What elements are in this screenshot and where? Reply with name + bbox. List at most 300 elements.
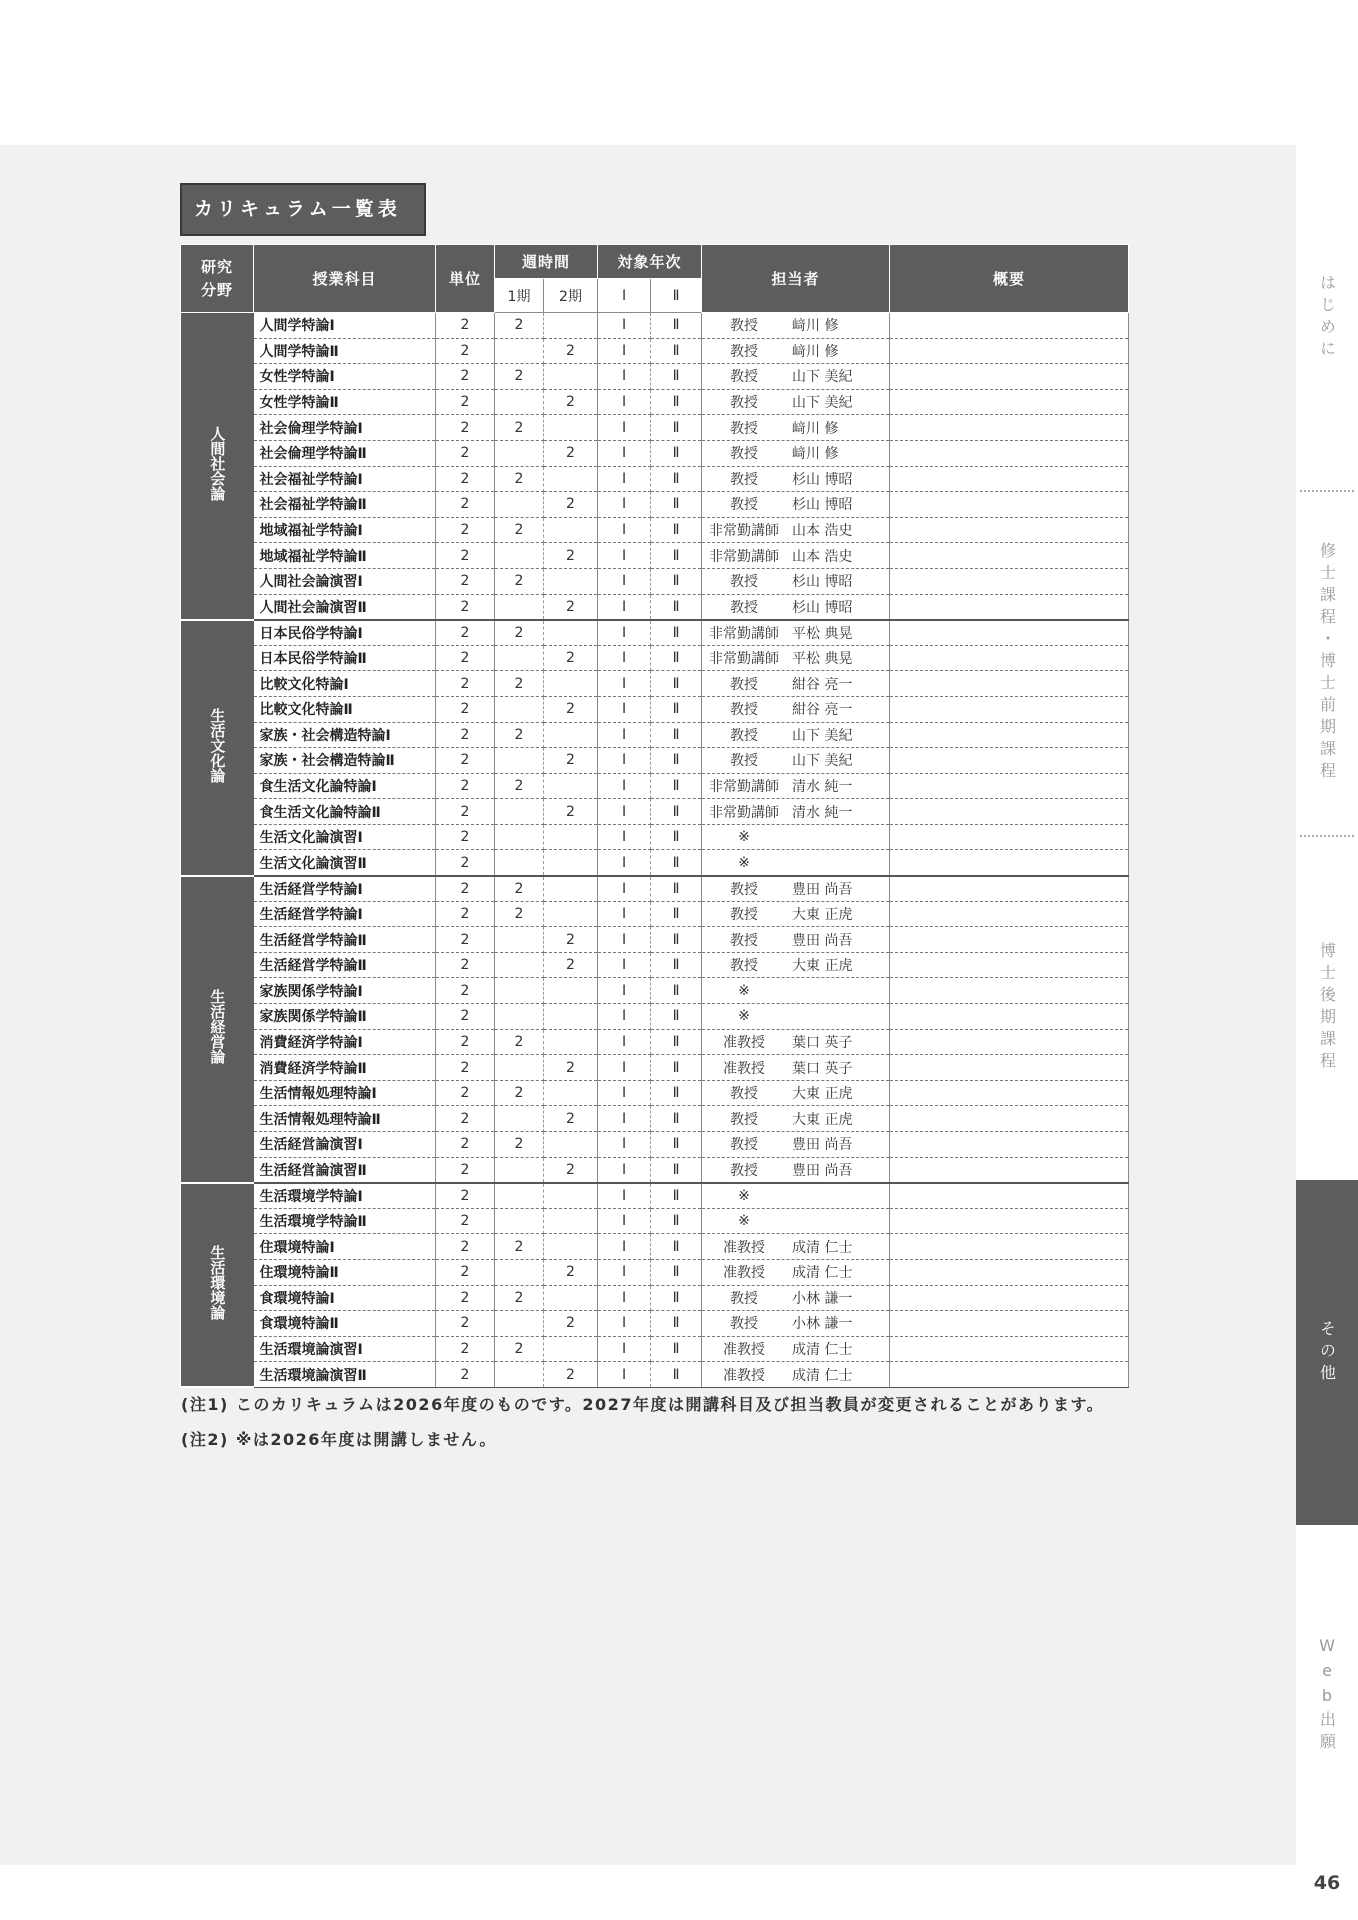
instructor-cell — [702, 1132, 890, 1158]
year2-cell: Ⅱ — [651, 1259, 702, 1285]
header-weekly-hours: 週時間 — [495, 245, 598, 279]
instructor-name: 﨑川 修 — [792, 446, 839, 463]
overview-cell — [890, 799, 1129, 825]
credits-cell: 2 — [436, 1029, 495, 1055]
subject-cell: 食環境特論Ⅰ — [254, 1285, 436, 1311]
year2-cell: Ⅱ — [651, 1336, 702, 1362]
table-row — [181, 389, 1129, 415]
term2-hours-cell: 2 — [544, 927, 598, 953]
subject-cell: 家族関係学特論Ⅰ — [254, 978, 436, 1004]
subject-cell: 生活環境論演習Ⅱ — [254, 1362, 436, 1388]
subject-cell: 社会倫理学特論Ⅱ — [254, 440, 436, 466]
subject-cell: 女性学特論Ⅰ — [254, 364, 436, 390]
instructor-cell — [702, 850, 890, 876]
field-cell — [181, 313, 254, 620]
subject-cell: 生活経営学特論Ⅱ — [254, 927, 436, 953]
overview-cell — [890, 1285, 1129, 1311]
table-row — [181, 620, 1129, 646]
table-row — [181, 952, 1129, 978]
overview-cell — [890, 1208, 1129, 1234]
instructor-title: 教授 — [730, 446, 759, 463]
term2-hours-cell — [544, 1029, 598, 1055]
term1-hours-cell — [495, 927, 544, 953]
year1-cell: Ⅰ — [598, 1183, 651, 1209]
instructor-cell — [702, 696, 890, 722]
year2-cell: Ⅱ — [651, 1285, 702, 1311]
year1-cell: Ⅰ — [598, 799, 651, 825]
overview-cell — [890, 952, 1129, 978]
year2-cell: Ⅱ — [651, 440, 702, 466]
instructor-cell — [702, 799, 890, 825]
instructor-name: 﨑川 修 — [792, 318, 839, 335]
instructor-title: 教授 — [730, 1290, 759, 1307]
term1-hours-cell: 2 — [495, 415, 544, 441]
credits-cell: 2 — [436, 1311, 495, 1337]
term2-hours-cell: 2 — [544, 492, 598, 518]
year1-cell: Ⅰ — [598, 748, 651, 774]
side-tab-doctoral[interactable] — [1296, 835, 1358, 1180]
year1-cell: Ⅰ — [598, 313, 651, 339]
year2-cell: Ⅱ — [651, 1208, 702, 1234]
subject-cell: 社会福祉学特論Ⅱ — [254, 492, 436, 518]
term1-hours-cell — [495, 1362, 544, 1388]
term1-hours-cell — [495, 1311, 544, 1337]
instructor-title: 教授 — [730, 958, 759, 975]
term1-hours-cell — [495, 338, 544, 364]
year1-cell: Ⅰ — [598, 850, 651, 876]
credits-cell: 2 — [436, 440, 495, 466]
instructor-title: ※ — [738, 982, 750, 999]
subject-cell: 生活環境学特論Ⅰ — [254, 1183, 436, 1209]
term2-hours-cell — [544, 773, 598, 799]
term2-hours-cell — [544, 824, 598, 850]
instructor-cell — [702, 952, 890, 978]
term2-hours-cell — [544, 1080, 598, 1106]
subject-cell: 生活文化論演習Ⅰ — [254, 824, 436, 850]
instructor-title: 教授 — [730, 1316, 759, 1333]
instructor-name: 成清 仁士 — [792, 1342, 853, 1359]
year2-cell: Ⅱ — [651, 389, 702, 415]
instructor-title: 教授 — [730, 906, 759, 923]
year2-cell: Ⅱ — [651, 952, 702, 978]
instructor-title: 准教授 — [723, 1342, 766, 1359]
instructor-name: 豊田 尚吾 — [792, 881, 853, 898]
instructor-name: 大東 正虎 — [792, 906, 853, 923]
header-term-2: 2期 — [544, 279, 598, 313]
credits-cell: 2 — [436, 748, 495, 774]
instructor-name: 杉山 博昭 — [792, 574, 853, 591]
table-row — [181, 927, 1129, 953]
term1-hours-cell: 2 — [495, 876, 544, 902]
table-row — [181, 1362, 1129, 1388]
instructor-title: 教授 — [730, 318, 759, 335]
overview-cell — [890, 568, 1129, 594]
overview-cell — [890, 1080, 1129, 1106]
subject-cell: 人間社会論演習Ⅱ — [254, 594, 436, 620]
instructor-cell — [702, 338, 890, 364]
credits-cell: 2 — [436, 338, 495, 364]
table-row — [181, 1336, 1129, 1362]
year2-cell: Ⅱ — [651, 876, 702, 902]
credits-cell: 2 — [436, 1004, 495, 1030]
instructor-title: 教授 — [730, 395, 759, 412]
side-tab-label: はじめに — [1317, 273, 1337, 362]
instructor-cell — [702, 1362, 890, 1388]
instructor-title: 教授 — [730, 1111, 759, 1128]
table-row — [181, 594, 1129, 620]
field-label: 生活経営論 — [208, 989, 227, 1065]
subject-cell: 生活経営学特論Ⅰ — [254, 876, 436, 902]
overview-cell — [890, 1132, 1129, 1158]
instructor-title: ※ — [738, 1008, 750, 1025]
instructor-title: 非常勤講師 — [709, 523, 780, 540]
instructor-cell — [702, 1029, 890, 1055]
year2-cell: Ⅱ — [651, 1157, 702, 1183]
year1-cell: Ⅰ — [598, 824, 651, 850]
instructor-title: 准教授 — [723, 1034, 766, 1051]
subject-cell: 日本民俗学特論Ⅱ — [254, 645, 436, 671]
overview-cell — [890, 1362, 1129, 1388]
term2-hours-cell — [544, 415, 598, 441]
instructor-title: 准教授 — [723, 1265, 766, 1282]
overview-cell — [890, 1004, 1129, 1030]
term1-hours-cell — [495, 645, 544, 671]
year1-cell: Ⅰ — [598, 927, 651, 953]
year1-cell: Ⅰ — [598, 978, 651, 1004]
header-target-year: 対象年次 — [598, 245, 702, 279]
header-field: 研究 分野 — [181, 245, 254, 313]
credits-cell: 2 — [436, 773, 495, 799]
instructor-cell — [702, 415, 890, 441]
year1-cell: Ⅰ — [598, 1285, 651, 1311]
year2-cell: Ⅱ — [651, 722, 702, 748]
credits-cell: 2 — [436, 466, 495, 492]
header-overview: 概要 — [890, 245, 1129, 313]
credits-cell: 2 — [436, 517, 495, 543]
overview-cell — [890, 876, 1129, 902]
year2-cell: Ⅱ — [651, 748, 702, 774]
instructor-cell — [702, 722, 890, 748]
subject-cell: 食生活文化論特論Ⅰ — [254, 773, 436, 799]
instructor-cell — [702, 1055, 890, 1081]
table-row — [181, 1004, 1129, 1030]
curriculum-table — [180, 244, 1129, 1388]
instructor-name: 﨑川 修 — [792, 420, 839, 437]
credits-cell: 2 — [436, 1234, 495, 1260]
table-row — [181, 466, 1129, 492]
credits-cell: 2 — [436, 952, 495, 978]
year2-cell: Ⅱ — [651, 1234, 702, 1260]
term2-hours-cell — [544, 1183, 598, 1209]
subject-cell: 比較文化特論Ⅱ — [254, 696, 436, 722]
credits-cell: 2 — [436, 492, 495, 518]
instructor-cell — [702, 389, 890, 415]
overview-cell — [890, 645, 1129, 671]
side-tab-other[interactable] — [1296, 1180, 1358, 1525]
term2-hours-cell: 2 — [544, 1311, 598, 1337]
year1-cell: Ⅰ — [598, 1362, 651, 1388]
table-row — [181, 1259, 1129, 1285]
year2-cell: Ⅱ — [651, 850, 702, 876]
field-cell — [181, 620, 254, 876]
term1-hours-cell — [495, 824, 544, 850]
subject-cell: 人間社会論演習Ⅰ — [254, 568, 436, 594]
term2-hours-cell: 2 — [544, 440, 598, 466]
credits-cell: 2 — [436, 543, 495, 569]
overview-cell — [890, 927, 1129, 953]
term2-hours-cell: 2 — [544, 952, 598, 978]
instructor-title: 准教授 — [723, 1239, 766, 1256]
term1-hours-cell: 2 — [495, 1080, 544, 1106]
credits-cell: 2 — [436, 1080, 495, 1106]
credits-cell: 2 — [436, 1259, 495, 1285]
subject-cell: 家族関係学特論Ⅱ — [254, 1004, 436, 1030]
instructor-cell — [702, 978, 890, 1004]
overview-cell — [890, 492, 1129, 518]
instructor-cell — [702, 1259, 890, 1285]
instructor-name: 清水 純一 — [792, 778, 853, 795]
instructor-title: 教授 — [730, 932, 759, 949]
table-row — [181, 850, 1129, 876]
table-row — [181, 517, 1129, 543]
term1-hours-cell: 2 — [495, 901, 544, 927]
side-tab-masters[interactable] — [1296, 490, 1358, 835]
instructor-cell — [702, 1285, 890, 1311]
year2-cell: Ⅱ — [651, 1311, 702, 1337]
year1-cell: Ⅰ — [598, 1234, 651, 1260]
instructor-title: 教授 — [730, 471, 759, 488]
instructor-title: 教授 — [730, 599, 759, 616]
year1-cell: Ⅰ — [598, 1208, 651, 1234]
year1-cell: Ⅰ — [598, 876, 651, 902]
table-row — [181, 1234, 1129, 1260]
term2-hours-cell — [544, 876, 598, 902]
term1-hours-cell — [495, 492, 544, 518]
term1-hours-cell: 2 — [495, 364, 544, 390]
overview-cell — [890, 364, 1129, 390]
year1-cell: Ⅰ — [598, 1157, 651, 1183]
instructor-title: 教授 — [730, 1086, 759, 1103]
field-label: 生活文化論 — [208, 707, 227, 783]
instructor-name: 山下 美紀 — [792, 369, 853, 386]
year1-cell: Ⅰ — [598, 1106, 651, 1132]
table-row — [181, 338, 1129, 364]
instructor-name: 杉山 博昭 — [792, 471, 853, 488]
credits-cell: 2 — [436, 568, 495, 594]
term1-hours-cell — [495, 1004, 544, 1030]
term2-hours-cell — [544, 568, 598, 594]
table-row — [181, 568, 1129, 594]
term1-hours-cell — [495, 799, 544, 825]
overview-cell — [890, 1183, 1129, 1209]
overview-cell — [890, 338, 1129, 364]
year1-cell: Ⅰ — [598, 1259, 651, 1285]
subject-cell: 生活情報処理特論Ⅱ — [254, 1106, 436, 1132]
year1-cell: Ⅰ — [598, 415, 651, 441]
year1-cell: Ⅰ — [598, 338, 651, 364]
credits-cell: 2 — [436, 1183, 495, 1209]
year1-cell: Ⅰ — [598, 543, 651, 569]
term2-hours-cell: 2 — [544, 799, 598, 825]
year1-cell: Ⅰ — [598, 1004, 651, 1030]
table-row — [181, 696, 1129, 722]
credits-cell: 2 — [436, 1362, 495, 1388]
year2-cell: Ⅱ — [651, 313, 702, 339]
table-row — [181, 1080, 1129, 1106]
instructor-cell — [702, 543, 890, 569]
side-tab-intro[interactable] — [1296, 145, 1358, 490]
term2-hours-cell — [544, 850, 598, 876]
credits-cell: 2 — [436, 620, 495, 646]
year2-cell: Ⅱ — [651, 466, 702, 492]
field-label: 生活環境論 — [208, 1245, 227, 1321]
term1-hours-cell: 2 — [495, 1234, 544, 1260]
term2-hours-cell — [544, 1208, 598, 1234]
subject-cell: 住環境特論Ⅱ — [254, 1259, 436, 1285]
overview-cell — [890, 440, 1129, 466]
year2-cell: Ⅱ — [651, 824, 702, 850]
instructor-name: 小林 謙一 — [792, 1290, 853, 1307]
overview-cell — [890, 696, 1129, 722]
credits-cell: 2 — [436, 927, 495, 953]
term2-hours-cell: 2 — [544, 748, 598, 774]
subject-cell: 女性学特論Ⅱ — [254, 389, 436, 415]
instructor-cell — [702, 773, 890, 799]
term1-hours-cell: 2 — [495, 1336, 544, 1362]
header-year-1: Ⅰ — [598, 279, 651, 313]
subject-cell: 生活経営学特論Ⅰ — [254, 901, 436, 927]
overview-cell — [890, 517, 1129, 543]
instructor-title: 非常勤講師 — [709, 804, 780, 821]
credits-cell: 2 — [436, 978, 495, 1004]
overview-cell — [890, 594, 1129, 620]
year1-cell: Ⅰ — [598, 773, 651, 799]
credits-cell: 2 — [436, 415, 495, 441]
instructor-title: ※ — [738, 854, 750, 871]
field-cell — [181, 876, 254, 1183]
instructor-cell — [702, 1157, 890, 1183]
year1-cell: Ⅰ — [598, 440, 651, 466]
header-term-1: 1期 — [495, 279, 544, 313]
term1-hours-cell — [495, 594, 544, 620]
term1-hours-cell: 2 — [495, 517, 544, 543]
year1-cell: Ⅰ — [598, 901, 651, 927]
instructor-cell — [702, 1336, 890, 1362]
table-row — [181, 1311, 1129, 1337]
year2-cell: Ⅱ — [651, 671, 702, 697]
side-tab-web-application[interactable] — [1296, 1525, 1358, 1865]
subject-cell: 生活環境学特論Ⅱ — [254, 1208, 436, 1234]
credits-cell: 2 — [436, 696, 495, 722]
table-row — [181, 1132, 1129, 1158]
term2-hours-cell — [544, 620, 598, 646]
overview-cell — [890, 824, 1129, 850]
table-row — [181, 799, 1129, 825]
year2-cell: Ⅱ — [651, 696, 702, 722]
instructor-title: 准教授 — [723, 1060, 766, 1077]
term1-hours-cell — [495, 1259, 544, 1285]
subject-cell: 生活情報処理特論Ⅰ — [254, 1080, 436, 1106]
instructor-name: 紺谷 亮一 — [792, 676, 853, 693]
year1-cell: Ⅰ — [598, 696, 651, 722]
table-row — [181, 1055, 1129, 1081]
credits-cell: 2 — [436, 1132, 495, 1158]
instructor-title: 教授 — [730, 727, 759, 744]
instructor-title: 教授 — [730, 702, 759, 719]
instructor-cell — [702, 364, 890, 390]
subject-cell: 比較文化特論Ⅰ — [254, 671, 436, 697]
term2-hours-cell: 2 — [544, 389, 598, 415]
overview-cell — [890, 466, 1129, 492]
term1-hours-cell — [495, 543, 544, 569]
year1-cell: Ⅰ — [598, 568, 651, 594]
term2-hours-cell: 2 — [544, 1157, 598, 1183]
instructor-name: 平松 典晃 — [792, 651, 853, 668]
instructor-title: 非常勤講師 — [709, 548, 780, 565]
table-body — [181, 313, 1129, 1388]
year1-cell: Ⅰ — [598, 671, 651, 697]
term1-hours-cell — [495, 748, 544, 774]
table-row — [181, 722, 1129, 748]
year2-cell: Ⅱ — [651, 645, 702, 671]
year2-cell: Ⅱ — [651, 594, 702, 620]
instructor-title: 非常勤講師 — [709, 625, 780, 642]
subject-cell: 生活文化論演習Ⅱ — [254, 850, 436, 876]
subject-cell: 食環境特論Ⅱ — [254, 1311, 436, 1337]
instructor-title: 教授 — [730, 881, 759, 898]
term2-hours-cell — [544, 978, 598, 1004]
instructor-cell — [702, 645, 890, 671]
table-row — [181, 1029, 1129, 1055]
year2-cell: Ⅱ — [651, 1080, 702, 1106]
term1-hours-cell: 2 — [495, 1132, 544, 1158]
year1-cell: Ⅰ — [598, 620, 651, 646]
term1-hours-cell — [495, 952, 544, 978]
subject-cell: 生活経営論演習Ⅱ — [254, 1157, 436, 1183]
overview-cell — [890, 543, 1129, 569]
instructor-name: 成清 仁士 — [792, 1239, 853, 1256]
term2-hours-cell — [544, 722, 598, 748]
table-row — [181, 313, 1129, 339]
instructor-cell — [702, 1183, 890, 1209]
instructor-name: 杉山 博昭 — [792, 497, 853, 514]
instructor-name: 山本 浩史 — [792, 548, 853, 565]
year2-cell: Ⅱ — [651, 415, 702, 441]
table-row — [181, 364, 1129, 390]
instructor-name: 大東 正虎 — [792, 1086, 853, 1103]
term2-hours-cell — [544, 1004, 598, 1030]
year2-cell: Ⅱ — [651, 338, 702, 364]
instructor-cell — [702, 1234, 890, 1260]
subject-cell: 生活環境論演習Ⅰ — [254, 1336, 436, 1362]
instructor-cell — [702, 517, 890, 543]
year2-cell: Ⅱ — [651, 1183, 702, 1209]
overview-cell — [890, 901, 1129, 927]
instructor-title: 教授 — [730, 497, 759, 514]
instructor-name: 豊田 尚吾 — [792, 1137, 853, 1154]
instructor-name: 山下 美紀 — [792, 753, 853, 770]
instructor-title: ※ — [738, 829, 750, 846]
instructor-title: 准教授 — [723, 1367, 766, 1384]
instructor-cell — [702, 466, 890, 492]
table-row — [181, 748, 1129, 774]
note-2: (注2) ※は2026年度は開講しません。 — [181, 1430, 497, 1449]
side-tab-label: 博士後期課程 — [1317, 941, 1337, 1074]
term2-hours-cell — [544, 466, 598, 492]
credits-cell: 2 — [436, 1208, 495, 1234]
term1-hours-cell: 2 — [495, 773, 544, 799]
subject-cell: 食生活文化論特論Ⅱ — [254, 799, 436, 825]
